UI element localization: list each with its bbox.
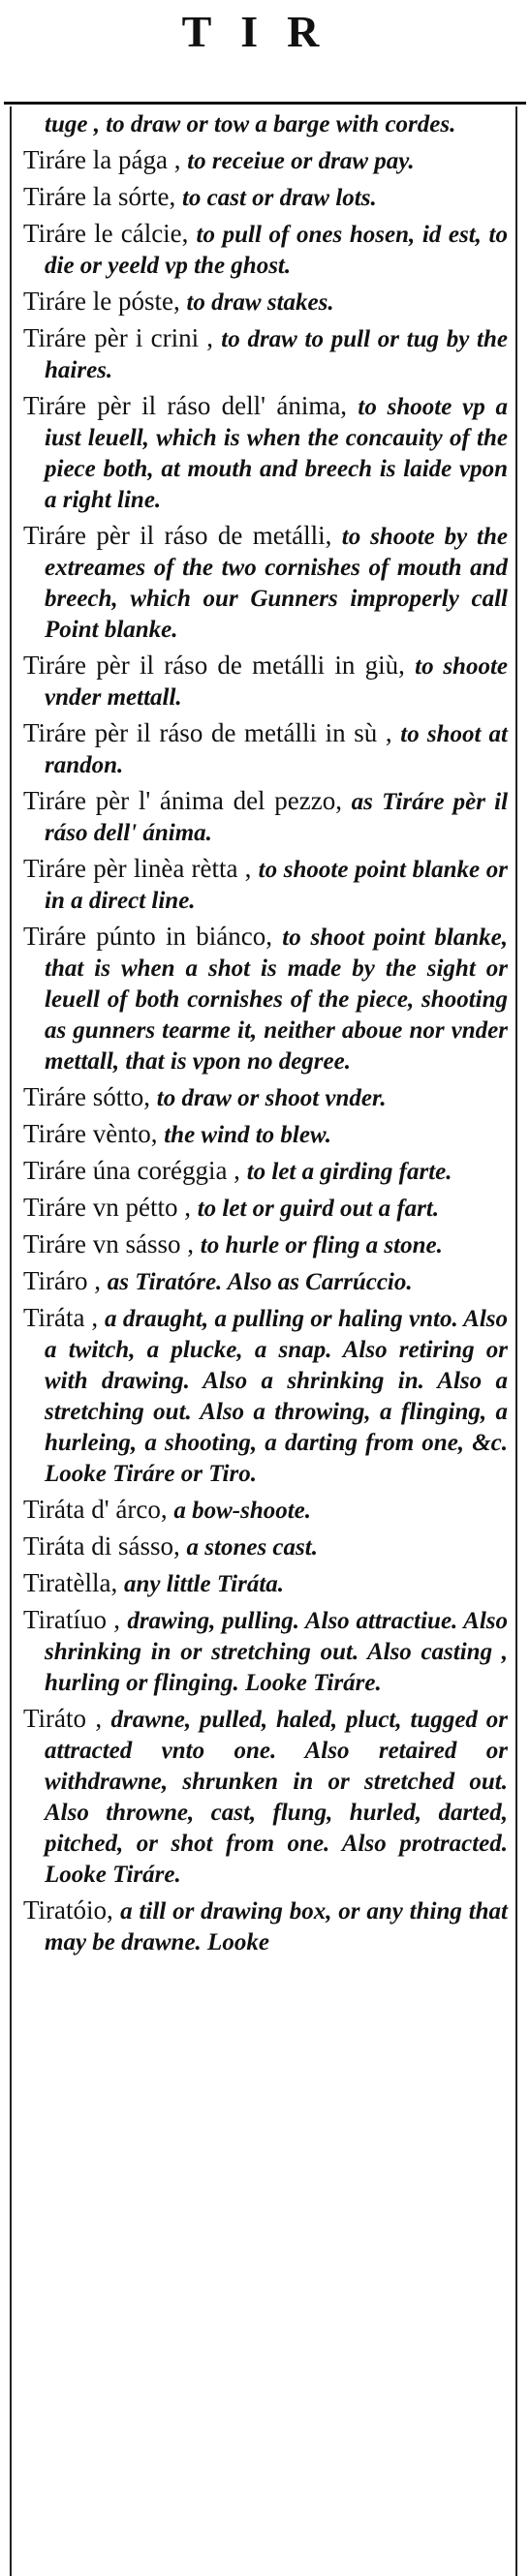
column-rule-left (10, 106, 12, 2576)
entry-gloss: to shoote vnder mettall. (45, 653, 509, 711)
dictionary-entry (23, 1568, 508, 1599)
entry-headword: Tiratíuo , (23, 1605, 121, 1634)
dictionary-entry (23, 1303, 508, 1489)
page-header: TIR (181, 7, 349, 56)
entry-gloss: tuge , to draw or tow a barge with cordes. (45, 111, 456, 137)
entry-headword: Tiráta di sásso, (23, 1531, 180, 1561)
entry-headword: Tiráre le póste, (23, 287, 180, 316)
dictionary-entry (23, 1704, 508, 1890)
dictionary-entry (23, 1605, 508, 1698)
entry-headword: Tiráre pèr il ráso de metálli, (23, 521, 332, 550)
entry-headword: Tiráre úna coréggia , (23, 1156, 240, 1185)
entry-gloss: to shoot point blanke, that is when a shot is made by the sight or leuell of both cornishes of the piece, shooting as gunners tearme it, neither aboue nor vnder mettall, that is vpon no degree. (45, 924, 509, 1075)
entry-gloss: to let a girding farte. (246, 1159, 452, 1185)
dictionary-entry (23, 651, 508, 712)
entry-headword: Tiratèlla, (23, 1568, 118, 1597)
entry-gloss: to draw stakes. (186, 289, 334, 316)
dictionary-entry (23, 1266, 508, 1297)
entry-headword: Tiráre vn sásso , (23, 1229, 195, 1258)
dictionary-entry (23, 854, 508, 916)
entry-headword: Tiráta d' árco, (23, 1495, 168, 1524)
dictionary-entries (23, 108, 508, 1963)
entry-gloss: to shoot at randon. (45, 721, 508, 778)
entry-gloss: a bow-shoote. (173, 1498, 312, 1524)
dictionary-entry (23, 108, 508, 139)
entry-gloss: to draw to pull or tug by the haires. (45, 326, 508, 383)
entry-gloss: a draught, a pulling or haling vnto. Also a twitch, a plucke, a snap. Also retiring or with drawing. Also a shrinking in. Also a stretching out. Also a throwing, a flinging, a hurleing, a shooting, a darting from one, &c. Looke Tiráre or Tiro. (45, 1306, 508, 1487)
entry-headword: Tiráta , (23, 1303, 99, 1332)
entry-gloss: drawne, pulled, haled, pluct, tugged or attracted vnto one. Also retaired or withdrawne, shrunken in or stretched out. Also throwne, cast, flung, hurled, darted, pitched, or shot from one. Also protracted. Looke Tiráre. (45, 1707, 508, 1888)
entry-gloss: a till or drawing box, or any thing that may be drawne. Looke (45, 1898, 509, 1955)
entry-headword: Tiráre vènto, (23, 1119, 158, 1148)
entry-gloss: to let or guird out a fart. (197, 1196, 440, 1222)
dictionary-entry (23, 287, 508, 318)
entry-headword: Tiráre vn pétto , (23, 1193, 191, 1222)
entry-headword: Tiratóio, (23, 1895, 113, 1924)
header-rule (4, 102, 526, 105)
entry-headword: Tiráre le cálcie, (23, 219, 189, 248)
entry-gloss: to shoote by the extreames of the two cornishes of mouth and breech, which our Gunners improperly call Point blanke. (45, 524, 508, 643)
entry-headword: Tiráre sótto, (23, 1082, 151, 1111)
entry-gloss: to shoote point blanke or in a direct line. (45, 857, 509, 914)
dictionary-entry (23, 1495, 508, 1526)
dictionary-entry (23, 1156, 508, 1187)
dictionary-entry (23, 1229, 508, 1260)
entry-headword: Tiráre pèr il ráso de metálli in sù , (23, 718, 392, 747)
entry-gloss: to pull of ones hosen, id est, to die or yeeld vp the ghost. (45, 222, 509, 279)
entry-gloss: the wind to blew. (164, 1122, 331, 1148)
dictionary-entry (23, 391, 508, 515)
dictionary-entry (23, 786, 508, 848)
entry-gloss: to shoote vp a iust leuell, which is when the concauity of the piece both, at mouth and breech is laide vpon a right line. (45, 394, 509, 513)
entry-gloss: any little Tiráta. (124, 1571, 285, 1597)
dictionary-entry (23, 1193, 508, 1224)
dictionary-entry (23, 521, 508, 645)
dictionary-entry (23, 1531, 508, 1562)
entry-gloss: a stones cast. (186, 1534, 318, 1561)
entry-headword: Tiráre pèr linèa rètta , (23, 854, 252, 883)
dictionary-entry (23, 1082, 508, 1113)
entry-gloss: to draw or shoot vnder. (156, 1085, 387, 1111)
dictionary-entry (23, 718, 508, 780)
entry-headword: Tiráro , (23, 1266, 102, 1295)
entry-gloss: to receiue or draw pay. (187, 148, 415, 174)
entry-headword: Tiráre la sórte, (23, 182, 176, 211)
entry-headword: Tiráre pèr l' ánima del pezzo, (23, 786, 342, 815)
dictionary-entry (23, 219, 508, 281)
dictionary-entry (23, 1895, 508, 1957)
column-rule-right (515, 106, 517, 2576)
entry-gloss: as Tiráre pèr il ráso dell' ánima. (45, 789, 509, 846)
dictionary-entry (23, 182, 508, 213)
dictionary-entry (23, 323, 508, 385)
entry-headword: Tiráre pèr il ráso dell' ánima, (23, 391, 348, 420)
entry-gloss: to cast or draw lots. (181, 185, 377, 211)
dictionary-entry (23, 922, 508, 1076)
entry-headword: Tiráre púnto in biánco, (23, 922, 272, 951)
dictionary-entry (23, 145, 508, 176)
entry-headword: Tiráto , (23, 1704, 103, 1733)
dictionary-entry (23, 1119, 508, 1150)
entry-headword: Tiráre la pága , (23, 145, 181, 174)
entry-gloss: to hurle or fling a stone. (200, 1232, 443, 1258)
entry-headword: Tiráre pèr i crini , (23, 323, 214, 352)
entry-headword: Tiráre pèr il ráso de metálli in giù, (23, 651, 405, 680)
entry-gloss: as Tiratóre. Also as Carrúccio. (107, 1269, 413, 1295)
entry-gloss: drawing, pulling. Also attractiue. Also shrinking in or stretching out. Also casting , hurling or flinging. Looke Tiráre. (45, 1608, 509, 1696)
